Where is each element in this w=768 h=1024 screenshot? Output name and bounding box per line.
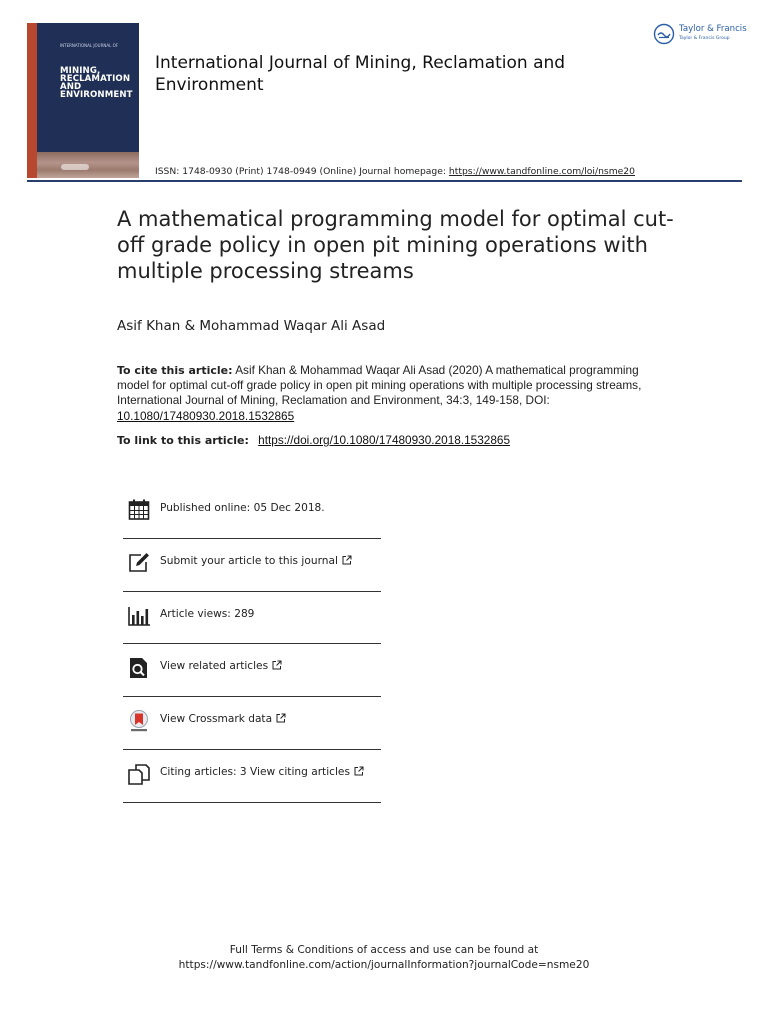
meta-views xyxy=(123,592,381,645)
calendar-icon xyxy=(127,498,151,522)
terms-footer xyxy=(0,943,768,973)
cover-title: MINING, RECLAMATION AND ENVIRONMENT xyxy=(60,66,133,100)
meta-submit-link[interactable]: Submit your article to this journal xyxy=(160,555,352,567)
external-link-icon xyxy=(342,555,352,565)
citation-block xyxy=(117,363,657,424)
issn-line xyxy=(155,166,635,177)
article-doi-link[interactable]: https://doi.org/10.1080/17480930.2018.1532865 xyxy=(258,433,511,447)
terms-url[interactable]: https://www.tandfonline.com/action/journalInformation?journalCode=nsme20 xyxy=(178,959,590,971)
meta-citing[interactable] xyxy=(123,750,381,803)
meta-crossmark-link[interactable]: View Crossmark data xyxy=(160,713,286,725)
cite-label: To cite this article: xyxy=(117,364,233,377)
article-link-line xyxy=(117,433,510,447)
bar-chart-icon xyxy=(127,604,151,628)
meta-citing-link[interactable]: Citing articles: 3 View citing articles xyxy=(160,766,364,778)
citing-articles-icon xyxy=(127,762,151,786)
header-divider xyxy=(27,180,742,182)
cover-publisher-logo xyxy=(61,164,89,170)
cover-kicker: INTERNATIONAL JOURNAL OF xyxy=(60,43,119,48)
publisher-logo[interactable] xyxy=(653,23,748,47)
article-title: A mathematical programming model for optimal cut-off grade policy in open pit mining operations with multiple processing streams xyxy=(117,207,674,283)
meta-crossmark[interactable] xyxy=(123,697,381,750)
terms-text: Full Terms & Conditions of access and use can be found at xyxy=(229,944,539,956)
journal-title: International Journal of Mining, Reclamation and Environment xyxy=(155,53,566,95)
link-label: To link to this article: xyxy=(117,434,249,447)
meta-related[interactable] xyxy=(123,644,381,697)
external-link-icon xyxy=(272,660,282,670)
crossmark-icon xyxy=(127,709,151,733)
meta-related-link[interactable]: View related articles xyxy=(160,660,282,672)
external-link-icon xyxy=(276,713,286,723)
cite-doi-link[interactable]: 10.1080/17480930.2018.1532865 xyxy=(117,408,295,423)
article-authors: Asif Khan & Mohammad Waqar Ali Asad xyxy=(117,318,386,334)
external-link-icon xyxy=(354,766,364,776)
cover-stripe xyxy=(27,23,37,178)
submit-edit-icon xyxy=(127,551,151,575)
cite-text: Asif Khan & Mohammad Waqar Ali Asad (2020) A mathematical programming model for optimal cut-off grade policy in open pit mining operations with multiple processing streams, International Journal of Mining, Reclamation and Environment, 34:3, 149-158, DOI: xyxy=(117,363,642,408)
meta-views-text: Article views: 289 xyxy=(160,607,255,620)
publisher-group: Taylor & Francis Group xyxy=(679,36,730,41)
journal-homepage-link[interactable]: https://www.tandfonline.com/loi/nsme20 xyxy=(448,166,635,177)
meta-published-text: Published online: 05 Dec 2018. xyxy=(160,502,325,514)
taylor-francis-icon xyxy=(653,23,675,45)
issn-text: ISSN: 1748-0930 (Print) 1748-0949 (Online) Journal homepage: xyxy=(155,166,446,177)
meta-submit[interactable] xyxy=(123,539,381,592)
meta-published xyxy=(123,486,381,539)
article-meta-list xyxy=(123,486,381,803)
publisher-name: Taylor & Francis xyxy=(679,24,747,34)
related-search-icon xyxy=(127,656,151,680)
journal-cover-image xyxy=(27,23,139,178)
